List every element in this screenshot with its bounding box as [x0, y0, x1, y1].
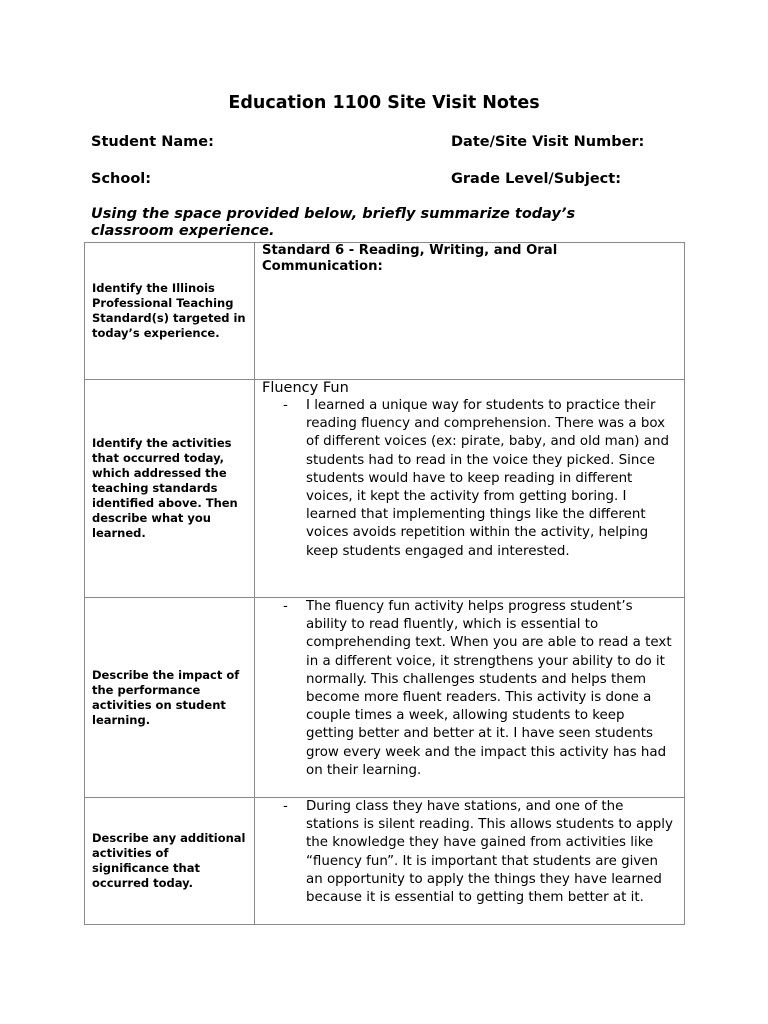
list-item: - The fluency fun activity helps progress student’s ability to read fluently, which is essential to comprehending text. When you are able to read a text in a different voice, it strengthens your ability to do it normally. This challenges students and helps them become more fluent readers. This activity is done a couple times a week, allowing students to keep getting better and better at it. I have seen students grow every week and the impact this activity has had on their learning. [262, 598, 676, 780]
row-label: Identify the activities that occurred today, which addressed the teaching standards identified above. Then describe what you learned. [92, 436, 238, 540]
row-label: Identify the Illinois Professional Teaching Standard(s) targeted in today’s experience. [92, 281, 246, 340]
table-row [85, 598, 685, 798]
grade-level-label: Grade Level/Subject: [451, 171, 621, 187]
school-label: School: [91, 171, 152, 187]
impact-content-cell [255, 598, 685, 798]
standard-heading: Standard 6 - Reading, Writing, and Oral Communication: [262, 243, 558, 274]
impact-label-cell [85, 598, 255, 798]
row-label: Describe the impact of the performance activities on student learning. [92, 667, 240, 727]
row-label: Describe any additional activities of significance that occurred today. [92, 831, 246, 890]
standards-content-cell [255, 243, 685, 380]
table-row [85, 380, 685, 598]
impact-list [262, 598, 676, 780]
additional-label-cell [85, 798, 255, 925]
list-item: - I learned a unique way for students to practice their reading fluency and comprehension. There was a box of different voices (ex: pirate, baby, and old man) and students had to read in the voice they picked. Since students would have to keep reading in different voices, it kept the activity from getting boring. I learned that implementing things like the different voices avoids repetition within the activity, helping keep students engaged and interested. [262, 397, 676, 561]
page-title: Education 1100 Site Visit Notes [228, 93, 540, 113]
activities-label-cell [85, 380, 255, 598]
additional-content-cell [255, 798, 685, 925]
table-row [85, 798, 685, 925]
list-item: - During class they have stations, and one of the stations is silent reading. This allows students to apply the knowledge they have gained from activities like “fluency fun”. It is important that students are given an opportunity to apply the things they have learned because it is essential to getting them better at it. [262, 798, 676, 907]
notes-table [84, 242, 685, 925]
table-row [85, 243, 685, 380]
activities-content-cell [255, 380, 685, 598]
instruction-text: Using the space provided below, briefly summarize today’s classroom experience. [91, 206, 576, 239]
standards-label-cell [85, 243, 255, 380]
date-site-visit-label: Date/Site Visit Number: [451, 134, 645, 150]
activity-heading: Fluency Fun [262, 380, 349, 396]
activity-list [262, 397, 676, 561]
student-name-label: Student Name: [91, 134, 214, 150]
additional-list [262, 798, 676, 907]
